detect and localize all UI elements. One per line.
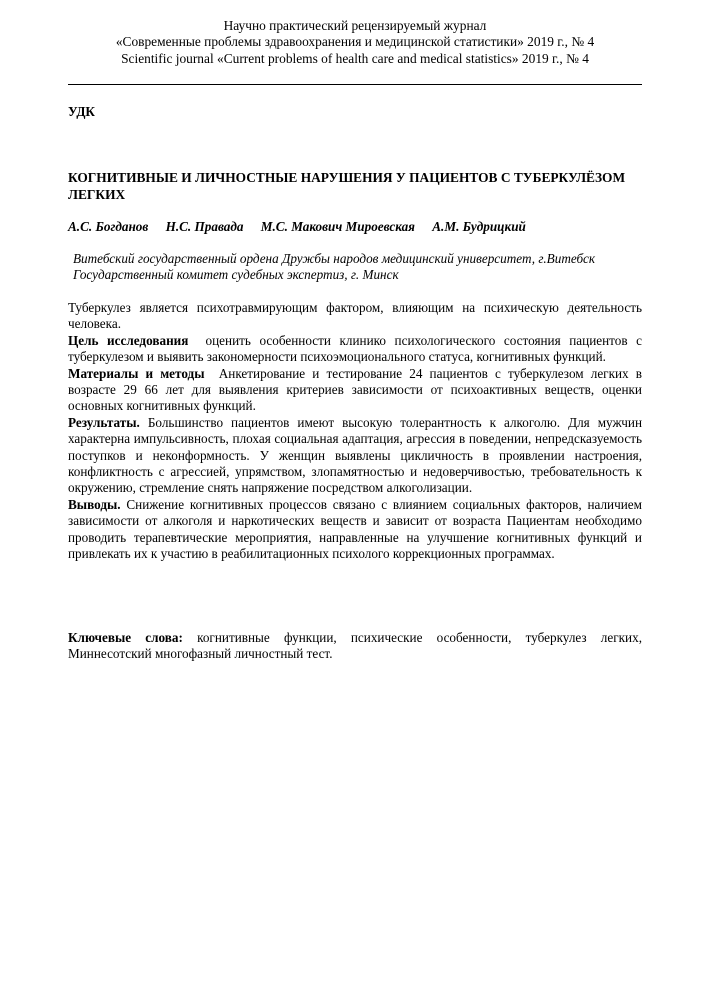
abstract-conclusions	[68, 497, 642, 563]
journal-header-line-1: Научно практический рецензируемый журнал	[223, 18, 487, 33]
affiliation-1: Витебский государственный ордена Дружбы народов медицинский университет, г.Витебск	[73, 251, 596, 266]
author-list	[68, 219, 642, 235]
abstract	[68, 300, 642, 563]
keywords-label: Ключевые слова:	[68, 630, 183, 645]
abstract-methods	[68, 366, 642, 415]
journal-header-line-2: «Современные проблемы здравоохранения и медицинской статистики» 2019 г., № 4	[115, 34, 595, 50]
methods-label: Материалы и методы	[68, 365, 205, 381]
keywords-text: когнитивные функции, психические особенности, туберкулез легких, Миннесотский многофазный личностный тест.	[68, 630, 643, 662]
header-divider	[68, 84, 642, 85]
abstract-aim	[68, 333, 642, 366]
conclusions-text: Снижение когнитивных процессов связано с влиянием социальных факторов, наличием зависимости от алкоголя и наркотических веществ и зависит от возраста Пациентам необходимо проводить терапевтические мероприятия, направленные на улучшение когнитивных функций и привлекать их к участию в реабилитационных психолого коррекционных программах.	[68, 496, 643, 562]
keywords	[68, 630, 642, 663]
results-label: Результаты.	[68, 414, 140, 430]
abstract-results	[68, 415, 642, 497]
results-text: Большинство пациентов имеют высокую толерантность к алкоголю. Для мужчин характерна импульсивность, плохая социальная адаптация, агрессия в поведении, непредсказуемость поступков и неконформность. У женщин выявлены цикличность в проявлении настроения, конфликтность с агрессией, упрямством, злопамятностью и недоверчивостью, требовательность к окружению, стремление снять напряжение посредством алкоголизации.	[68, 414, 642, 496]
methods-text: Анкетирование и тестирование 24 пациентов с туберкулезом легких в возрасте 29 66 лет для выявления критериев зависимости от психоактивных веществ, оценки основных когнитивных функций.	[68, 365, 642, 414]
aim-label: Цель исследования	[68, 332, 189, 348]
abstract-intro: Туберкулез является психотравмирующим фактором, влияющим на психическую деятельность человека.	[68, 300, 642, 332]
author-2: Н.С. Правада	[165, 219, 244, 234]
author-4: А.М. Будрицкий	[432, 219, 526, 234]
conclusions-label: Выводы.	[68, 496, 121, 512]
journal-header-line-3: Scientific journal «Current problems of health care and medical statistics» 2019 г., № 4	[121, 50, 589, 66]
author-1: А.С. Богданов	[68, 219, 149, 234]
author-3: М.С. Макович Мироевская	[260, 219, 415, 234]
keywords-paragraph	[68, 630, 642, 663]
udk-label: УДК	[68, 104, 95, 119]
affiliation-2: Государственный комитет судебных экспертиз, г. Минск	[73, 267, 399, 283]
affiliation-list	[73, 251, 642, 284]
aim-text: оценить особенности клинико психологического состояния пациентов с туберкулезом и выявить закономерности психоэмоционального статуса, когнитивных функций.	[68, 332, 642, 365]
article-title: КОГНИТИВНЫЕ И ЛИЧНОСТНЫЕ НАРУШЕНИЯ У ПАЦИЕНТОВ С ТУБЕРКУЛЁЗОМ ЛЕГКИХ	[68, 170, 626, 202]
journal-header	[68, 18, 642, 67]
